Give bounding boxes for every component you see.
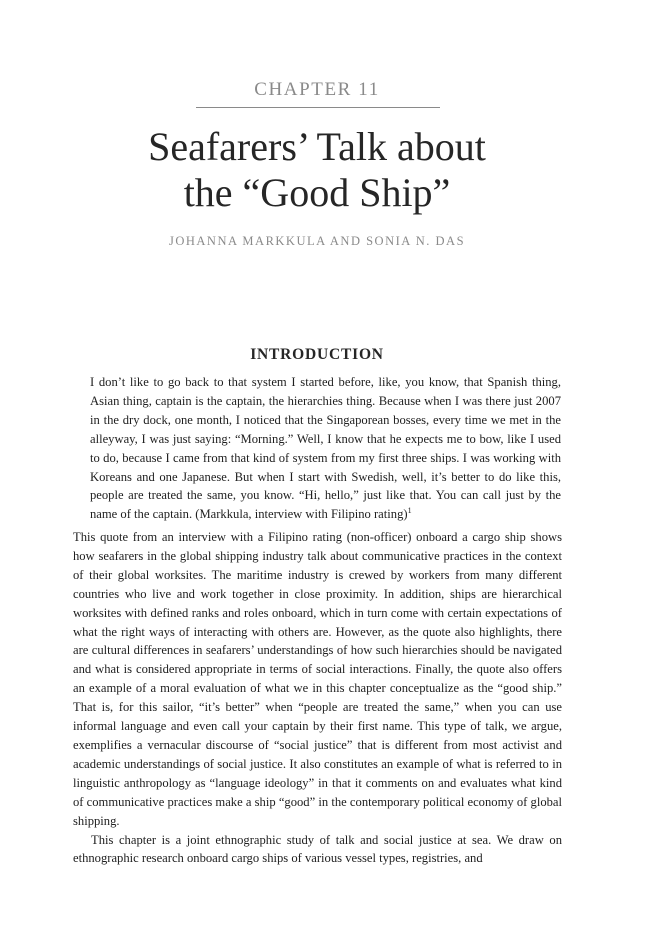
body-text (73, 528, 562, 868)
section-heading: INTRODUCTION (250, 346, 384, 363)
footnote-marker[interactable]: 1 (407, 506, 412, 516)
chapter-title (0, 124, 634, 216)
chapter-divider (196, 107, 440, 108)
chapter-title-line-2: the “Good Ship” (183, 170, 451, 215)
body-paragraph-2: This chapter is a joint ethnographic study of talk and social justice at sea. We draw on ethnographic research onboard cargo ships of various vessel types, registries, and (73, 832, 562, 866)
body-paragraph-1: This quote from an interview with a Filipino rating (non-officer) onboard a cargo ship shows how seafarers in the global shipping industry talk about communicative practices in the context of their global worksites. The maritime industry is crewed by workers from many different countries who live and work together in close proximity. In addition, ships are hierarchical worksites with defined ranks and roles onboard, which in turn come with certain expectations of what the right ways of interacting with others are. However, as the quote also highlights, there are cultural differences in seafarers’ understandings of how such hierarchies should be navigated and what is considered appropriate in terms of social interactions. Finally, the quote also offers an example of a moral evaluation of what we in this chapter conceptualize as the “good ship.” That is, for this sailor, “it’s better” when “people are treated the same,” when you can use informal language and even call your captain by their first name. This type of talk, we argue, exemplifies a vernacular discourse of “social justice” that is different from most activist and academic understandings of social justice. It also constitutes an example of what is referred to in linguistic anthropology as “language ideology” in that it comments on and evaluates what kind of communicative practices make a ship “good” in the contemporary political economy of global shipping. (73, 530, 562, 828)
chapter-authors: JOHANNA MARKKULA AND SONIA N. DAS (168, 234, 466, 248)
chapter-title-line-1: Seafarers’ Talk about (148, 124, 486, 169)
epigraph-quote (90, 373, 561, 524)
chapter-number: CHAPTER 11 (254, 79, 380, 100)
epigraph-text: I don’t like to go back to that system I started before, like, you know, that Spanish thing, Asian thing, captain is the captain, the hierarchies thing. Because when I was there just 2007 in the dry dock, one month, I noticed that the Singaporean bosses, every time we met in the alleyway, I was just saying: “Morning.” Well, I know that he expects me to bow, like I used to do, because I came from that kind of system from my first three ships. I was working with Koreans and one Japanese. But when I start with Swedish, well, it’s better to do like this, people are treated the same, you know. “Hi, hello,” just like that. You can call just by the name of the captain. (Markkula, interview with Filipino rating) (90, 375, 561, 522)
